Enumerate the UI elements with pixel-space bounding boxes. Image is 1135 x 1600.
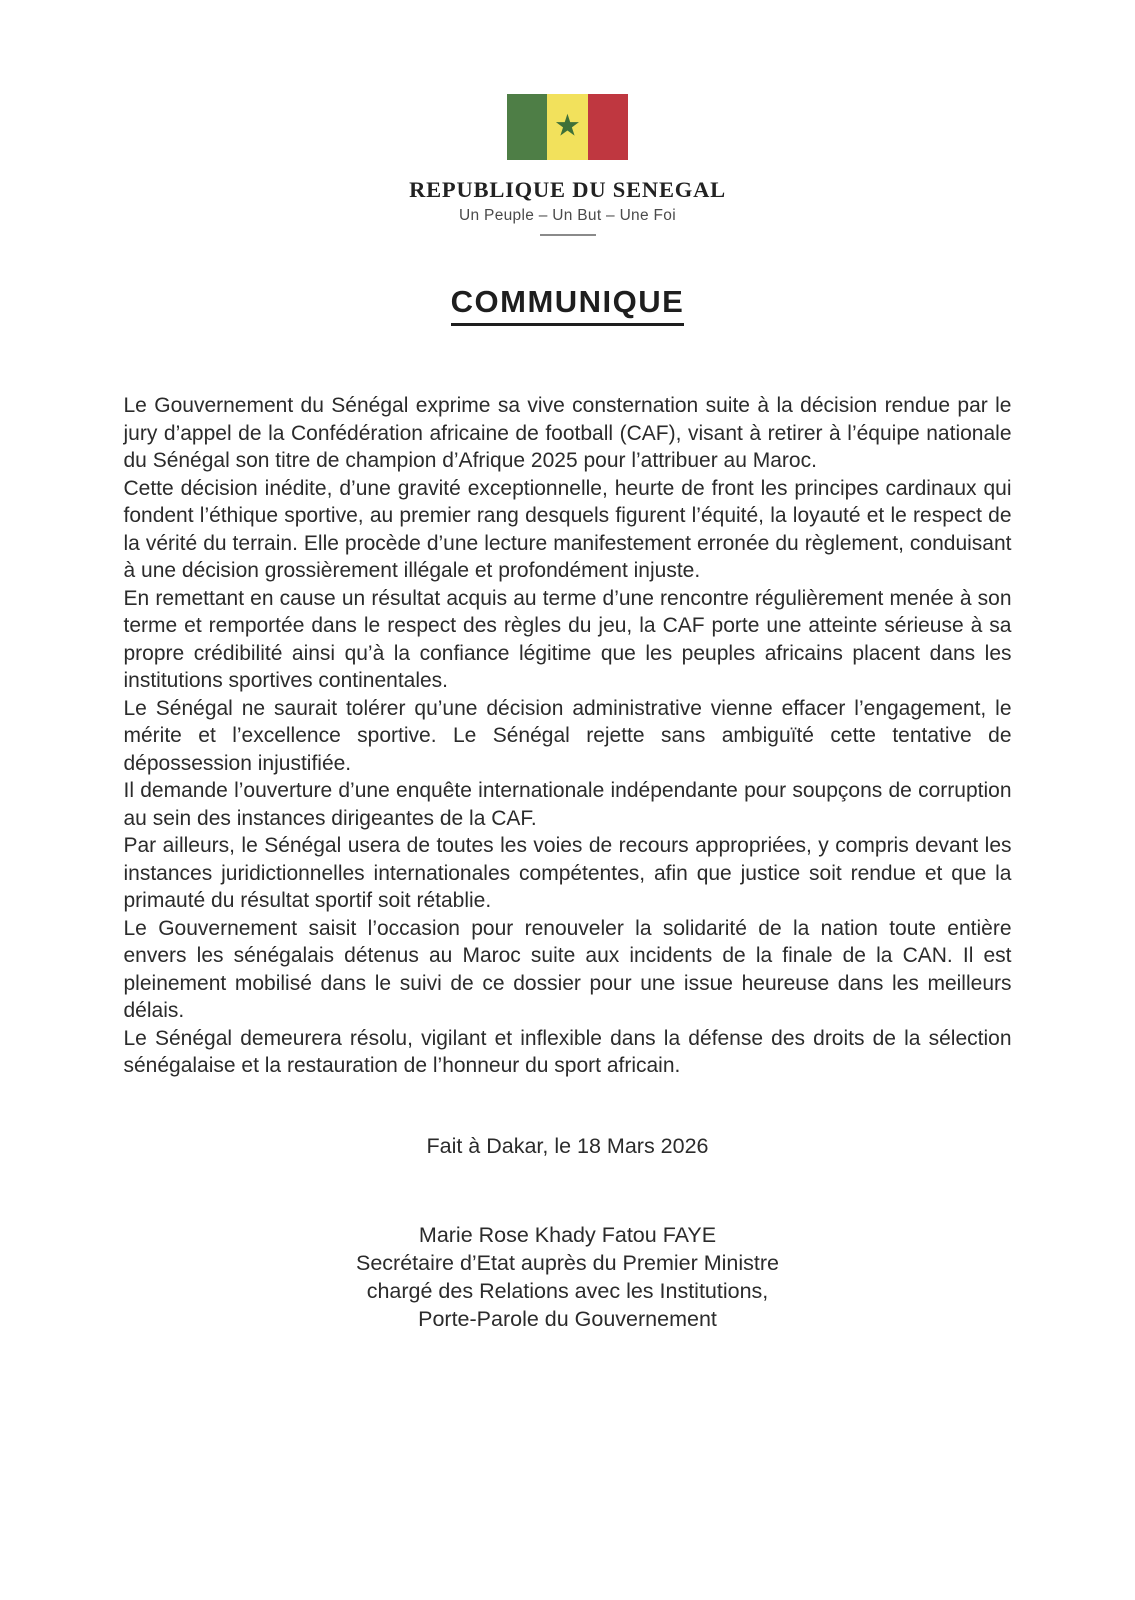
paragraph: Par ailleurs, le Sénégal usera de toutes les voies de recours appropriées, y compris devant les instances juridictionnelles internationales compétentes, afin que justice soit rendue et que la primauté du résultat sportif soit rétablie. [123,834,1012,912]
signatory-name: Marie Rose Khady Fatou FAYE [418,1222,717,1247]
page-title: COMMUNIQUE [451,284,685,326]
document-header [0,0,1135,236]
signature-block [0,1221,1135,1333]
paragraph: Cette décision inédite, d’une gravité exceptionnelle, heurte de front les principes cardinaux qui fondent l’éthique sportive, au premier rang desquels figurent l’équité, la loyauté et le respect de la vérité du terrain. Elle procède d’une lecture manifestement erronée du règlement, conduisant à une décision grossièrement illégale et profondément injuste. [123,476,1012,582]
paragraph: Le Gouvernement saisit l’occasion pour renouveler la solidarité de la nation toute entière envers les sénégalais détenus au Maroc suite aux incidents de la finale de la CAN. Il est pleinement mobilisé dans le suivi de ce dossier pour une issue heureuse dans les meilleurs délais. [123,916,1012,1022]
signatory-role-line: Secrétaire d’Etat auprès du Premier Ministre [355,1250,779,1275]
paragraph: Le Sénégal ne saurait tolérer qu’une décision administrative vienne effacer l’engagement, le mérite et l’excellence sportive. Le Sénégal rejette sans ambiguïté cette tentative de dépossession injustifiée. [123,696,1012,775]
paragraph: Le Gouvernement du Sénégal exprime sa vive consternation suite à la décision rendue par le jury d’appel de la Confédération africaine de football (CAF), visant à retirer à l’équipe nationale du Sénégal son titre de champion d’Afrique 2025 pour l’attribuer au Maroc. [123,394,1012,472]
header-divider [540,234,596,236]
paragraph: Le Sénégal demeurera résolu, vigilant et inflexible dans la défense des droits de la sélection sénégalaise et la restauration de l’honneur du sport africain. [123,1026,1012,1077]
dateline: Fait à Dakar, le 18 Mars 2026 [426,1133,709,1158]
flag-star-icon: ★ [554,109,581,143]
title-wrapper [0,284,1135,326]
senegal-flag-icon [507,94,629,160]
paragraph: Il demande l’ouverture d’une enquête internationale indépendante pour soupçons de corruption au sein des instances dirigeantes de la CAF. [123,779,1012,830]
paragraph: En remettant en cause un résultat acquis au terme d’une rencontre régulièrement menée à son terme et remportée dans le respect des règles du jeu, la CAF porte une atteinte sérieuse à sa propre crédibilité ainsi qu’à la confiance légitime que les peuples africains placent dans les institutions sportives continentales. [123,586,1012,692]
document-body [124,392,1012,1080]
national-motto: Un Peuple – Un But – Une Foi [459,207,676,224]
signatory-role-line: chargé des Relations avec les Institutions, [366,1278,769,1303]
signatory-role-line: Porte-Parole du Gouvernement [418,1306,717,1331]
country-name: REPUBLIQUE DU SENEGAL [409,177,726,202]
